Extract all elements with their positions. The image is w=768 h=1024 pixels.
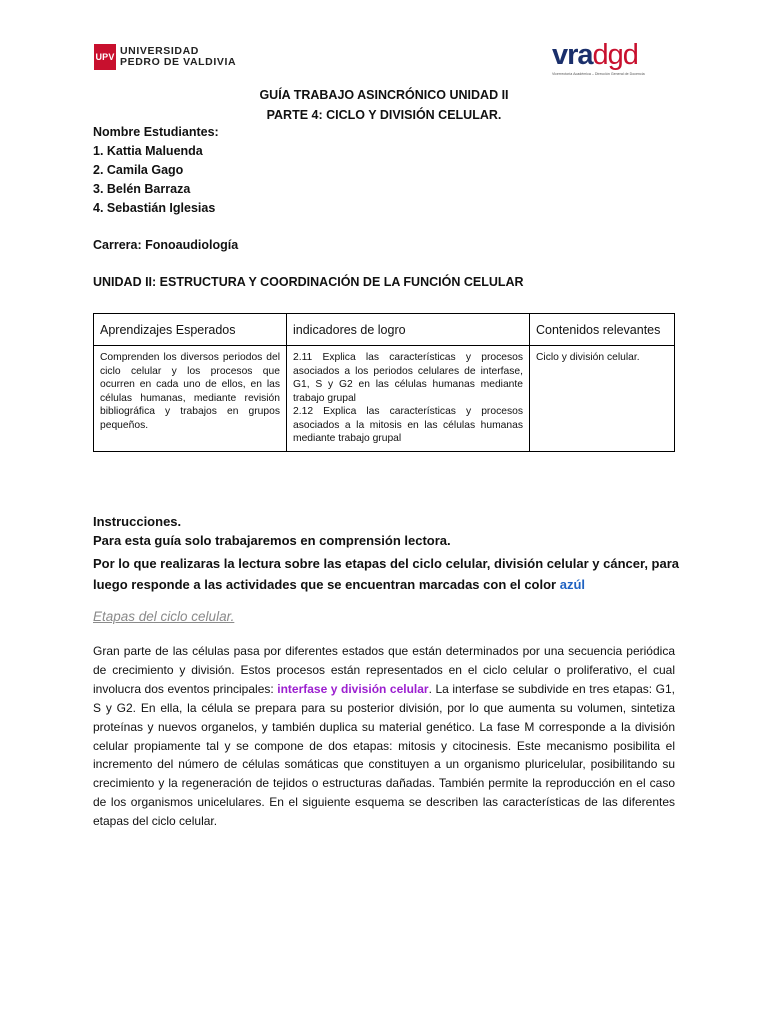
- table-cell-contenidos: Ciclo y división celular.: [530, 346, 675, 452]
- document-subtitle: PARTE 4: CICLO Y DIVISIÓN CELULAR.: [266, 108, 502, 122]
- student-4: 4. Sebastián Iglesias: [93, 201, 216, 215]
- career-line: Carrera: Fonoaudiología: [93, 238, 239, 252]
- section-title: Etapas del ciclo celular.: [93, 609, 235, 624]
- table-cell-indicadores: [287, 346, 530, 452]
- unit-heading: UNIDAD II: ESTRUCTURA Y COORDINACIÓN DE LA FUNCIÓN CELULAR: [93, 275, 524, 289]
- indicator-2-11: 2.11 Explica las características y procesos asociados a los periodos celulares de interfase, G1, S y G2 en las células humanas mediante trabajo grupal: [293, 352, 523, 404]
- instructions-line-1: Para esta guía solo trabajaremos en comprensión lectora.: [93, 533, 451, 548]
- indicator-2-12: 2.12 Explica las características y procesos asociados a la mitosis en las células humanas mediante trabajo grupal: [293, 406, 523, 444]
- table-header: Contenidos relevantes: [530, 314, 675, 346]
- learning-objectives-table: [93, 313, 675, 452]
- university-line-2: PEDRO DE VALDIVIA: [120, 56, 237, 68]
- vradgd-subtitle: Vicerrectoría Académica – Dirección General de Docencia: [552, 72, 645, 76]
- table-header: indicadores de logro: [287, 314, 530, 346]
- students-label: Nombre Estudiantes:: [93, 125, 219, 139]
- table-header-row: [94, 314, 675, 346]
- table-header: Aprendizajes Esperados: [94, 314, 287, 346]
- student-2: 2. Camila Gago: [93, 163, 184, 177]
- document-title: GUÍA TRABAJO ASINCRÓNICO UNIDAD II: [259, 88, 509, 102]
- vradgd-logo: [552, 40, 662, 76]
- instructions-line-2: Por lo que realizaras la lectura sobre las etapas del ciclo celular, división celular y cáncer, para luego responde a las actividades que se encuentran marcadas con el color azúl: [93, 556, 680, 592]
- section-paragraph: Gran parte de las células pasa por diferentes estados que están determinados por una secuencia periódica de crecimiento y división. Estos procesos están representados en el ciclo celular o proliferativo, el cual involucra dos eventos principales: interfase y división celular. La interfase se subdivide en tres etapas: G1, S y G2. En ella, la célula se prepara para su posterior división, por lo que aumenta su volumen, sintetiza proteínas y nuevos organelos, y también duplica su material genético. La fase M corresponde a la división celular propiamente tal y se compone de dos etapas: mitosis y citocinesis. Este mecanismo posibilita el incremento del número de células somáticas que constituyen a un organismo pluricelular, posibilitando su crecimiento y la regeneración de tejidos o estructuras dañadas. También permite la reproducción en el caso de los organismos unicelulares. En el siguiente esquema se describen las características de las diferentes etapas del ciclo celular.: [93, 644, 676, 829]
- upv-logo: [94, 44, 236, 70]
- student-3: 3. Belén Barraza: [93, 182, 191, 196]
- upv-name: [120, 46, 236, 68]
- vradgd-wordmark: vradgd: [552, 39, 638, 71]
- instructions-heading: Instrucciones.: [93, 514, 182, 529]
- purple-highlight: interfase y división celular: [277, 681, 429, 696]
- table-cell-aprendizajes: Comprenden los diversos periodos del ciclo celular y los procesos que ocurren en cada uno de ellos, en las células humanas, mediante revisión bibliográfica y trabajos en grupos pequeños.: [94, 346, 287, 452]
- student-1: 1. Kattia Maluenda: [93, 144, 203, 158]
- upv-mark-icon: UPV: [94, 44, 116, 70]
- university-line-1: UNIVERSIDAD: [120, 45, 199, 57]
- table-row: [94, 346, 675, 452]
- blue-highlight-word: azúl: [559, 577, 586, 592]
